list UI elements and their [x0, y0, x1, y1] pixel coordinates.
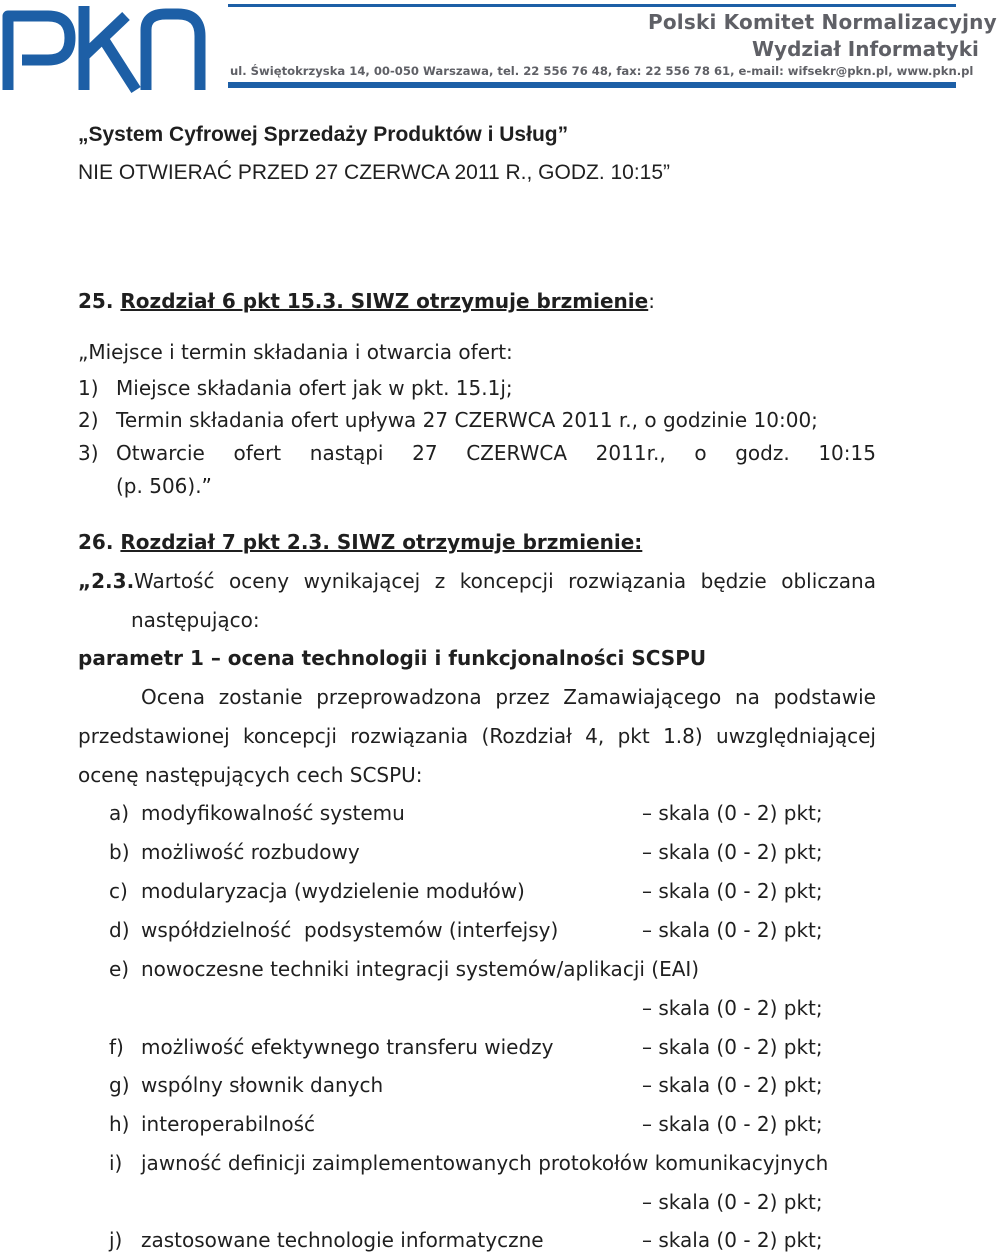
criterion-score: – skala (0 - 2) pkt;	[642, 1112, 823, 1136]
paragraph-justified	[78, 724, 876, 748]
criterion-letter: f)	[109, 1035, 124, 1059]
word: rozwiązania	[350, 724, 469, 748]
paragraph-line: ocenę następujących cech SCSPU:	[78, 763, 423, 787]
word: przeprowadzona	[316, 685, 482, 709]
word: podstawie	[773, 685, 876, 709]
doc-title: „System Cyfrowej Sprzedaży Produktów i Usług”	[78, 123, 569, 146]
word: obliczana	[781, 569, 876, 593]
criterion-text: nowoczesne techniki integracji systemów/aplikacji (EAI)	[141, 957, 700, 981]
word: będzie	[700, 569, 767, 593]
section-reference: Rozdział 6 pkt 15.3. SIWZ otrzymuje brzmienie	[120, 289, 649, 313]
criterion-text: interoperabilność	[141, 1112, 316, 1136]
pkn-logo	[0, 0, 222, 92]
criterion-letter: h)	[109, 1112, 130, 1136]
criterion-text: wspólny słownik danych	[141, 1073, 384, 1097]
word: Zamawiającego	[563, 685, 722, 709]
paragraph-continued: następująco:	[131, 608, 260, 632]
section-26-heading	[78, 530, 642, 554]
section-number: 26.	[78, 530, 121, 554]
criterion-score: – skala (0 - 2) pkt;	[642, 1190, 823, 1214]
list-item: Termin składania ofert upływa 27 CZERWCA 2011 r., o godzinie 10:00;	[116, 408, 818, 432]
section-number: 25.	[78, 289, 121, 313]
word: ofert	[233, 441, 282, 465]
section-reference: Rozdział 7 pkt 2.3. SIWZ otrzymuje brzmienie:	[120, 530, 643, 554]
word: zostanie	[218, 685, 303, 709]
paragraph-justified	[141, 685, 876, 709]
quote-line: „Miejsce i termin składania i otwarcia ofert:	[78, 340, 513, 364]
criterion-score: – skala (0 - 2) pkt;	[642, 879, 823, 903]
criterion-score: – skala (0 - 2) pkt;	[642, 801, 823, 825]
word: na	[734, 685, 760, 709]
paragraph-justified	[134, 569, 876, 593]
criterion-letter: i)	[109, 1151, 123, 1175]
word: nastąpi	[309, 441, 384, 465]
criterion-letter: d)	[109, 918, 130, 942]
list-num: 2)	[78, 408, 99, 432]
criterion-text: współdzielność podsystemów (interfejsy)	[141, 918, 559, 942]
word: 4,	[585, 724, 605, 748]
criterion-score: – skala (0 - 2) pkt;	[642, 1035, 823, 1059]
criterion-letter: c)	[109, 879, 128, 903]
word: koncepcji	[242, 724, 337, 748]
word: oceny	[229, 569, 290, 593]
section-25-heading: 25. Rozdział 6 pkt 15.3. SIWZ otrzymuje brzmienie:	[78, 289, 655, 313]
word: pkt	[617, 724, 650, 748]
criterion-text: zastosowane technologie informatyczne	[141, 1228, 544, 1252]
criterion-text: modyfikowalność systemu	[141, 801, 405, 825]
word: rozwiązania	[568, 569, 687, 593]
criterion-letter: e)	[109, 957, 130, 981]
list-num: 3)	[78, 441, 99, 465]
quote-number: „2.3.	[78, 569, 135, 593]
word: godz.	[735, 441, 790, 465]
header-top-rule	[228, 4, 956, 7]
criterion-score: – skala (0 - 2) pkt;	[642, 840, 823, 864]
word: koncepcji	[459, 569, 554, 593]
word: 1.8)	[663, 724, 703, 748]
criterion-letter: a)	[109, 801, 130, 825]
criterion-text: modularyzacja (wydzielenie modułów)	[141, 879, 525, 903]
word: przez	[495, 685, 550, 709]
list-item: Miejsce składania ofert jak w pkt. 15.1j;	[116, 376, 513, 400]
criterion-text: jawność definicji zaimplementowanych protokołów komunikacyjnych	[141, 1151, 829, 1175]
word: o	[694, 441, 707, 465]
criterion-letter: b)	[109, 840, 130, 864]
word: 10:15	[818, 441, 876, 465]
word: Ocena	[141, 685, 205, 709]
word: CZERWCA	[466, 441, 568, 465]
word: przedstawionej	[78, 724, 230, 748]
criterion-score: – skala (0 - 2) pkt;	[642, 1073, 823, 1097]
word: wynikającej	[303, 569, 421, 593]
header-rule	[228, 82, 956, 88]
criterion-score: – skala (0 - 2) pkt;	[642, 918, 823, 942]
list-num: 1)	[78, 376, 99, 400]
word: Wartość	[134, 569, 215, 593]
opening-notice: NIE OTWIERAĆ PRZED 27 CZERWCA 2011 R., GODZ. 10:15”	[78, 161, 671, 184]
org-name: Polski Komitet Normalizacyjny	[648, 10, 997, 34]
org-address: ul. Świętokrzyska 14, 00-050 Warszawa, tel. 22 556 76 48, fax: 22 556 78 61, e-mail: wifsekr@pkn.pl, www.pkn.pl	[230, 64, 974, 78]
word: z	[434, 569, 446, 593]
list-item-continued: (p. 506).”	[116, 474, 212, 498]
criterion-letter: g)	[109, 1073, 130, 1097]
criterion-score: – skala (0 - 2) pkt;	[642, 996, 823, 1020]
word: uwzględniającej	[716, 724, 876, 748]
criterion-score: – skala (0 - 2) pkt;	[642, 1228, 823, 1252]
criterion-text: możliwość efektywnego transferu wiedzy	[141, 1035, 554, 1059]
word: 2011r.,	[595, 441, 666, 465]
word: (Rozdział	[481, 724, 572, 748]
parameter-heading: parametr 1 – ocena technologii i funkcjonalności SCSPU	[78, 646, 707, 670]
department-name: Wydział Informatyki	[752, 37, 979, 61]
word: Otwarcie	[116, 441, 205, 465]
list-item-justified	[116, 441, 876, 465]
criterion-text: możliwość rozbudowy	[141, 840, 360, 864]
word: 27	[412, 441, 438, 465]
criterion-letter: j)	[109, 1228, 123, 1252]
